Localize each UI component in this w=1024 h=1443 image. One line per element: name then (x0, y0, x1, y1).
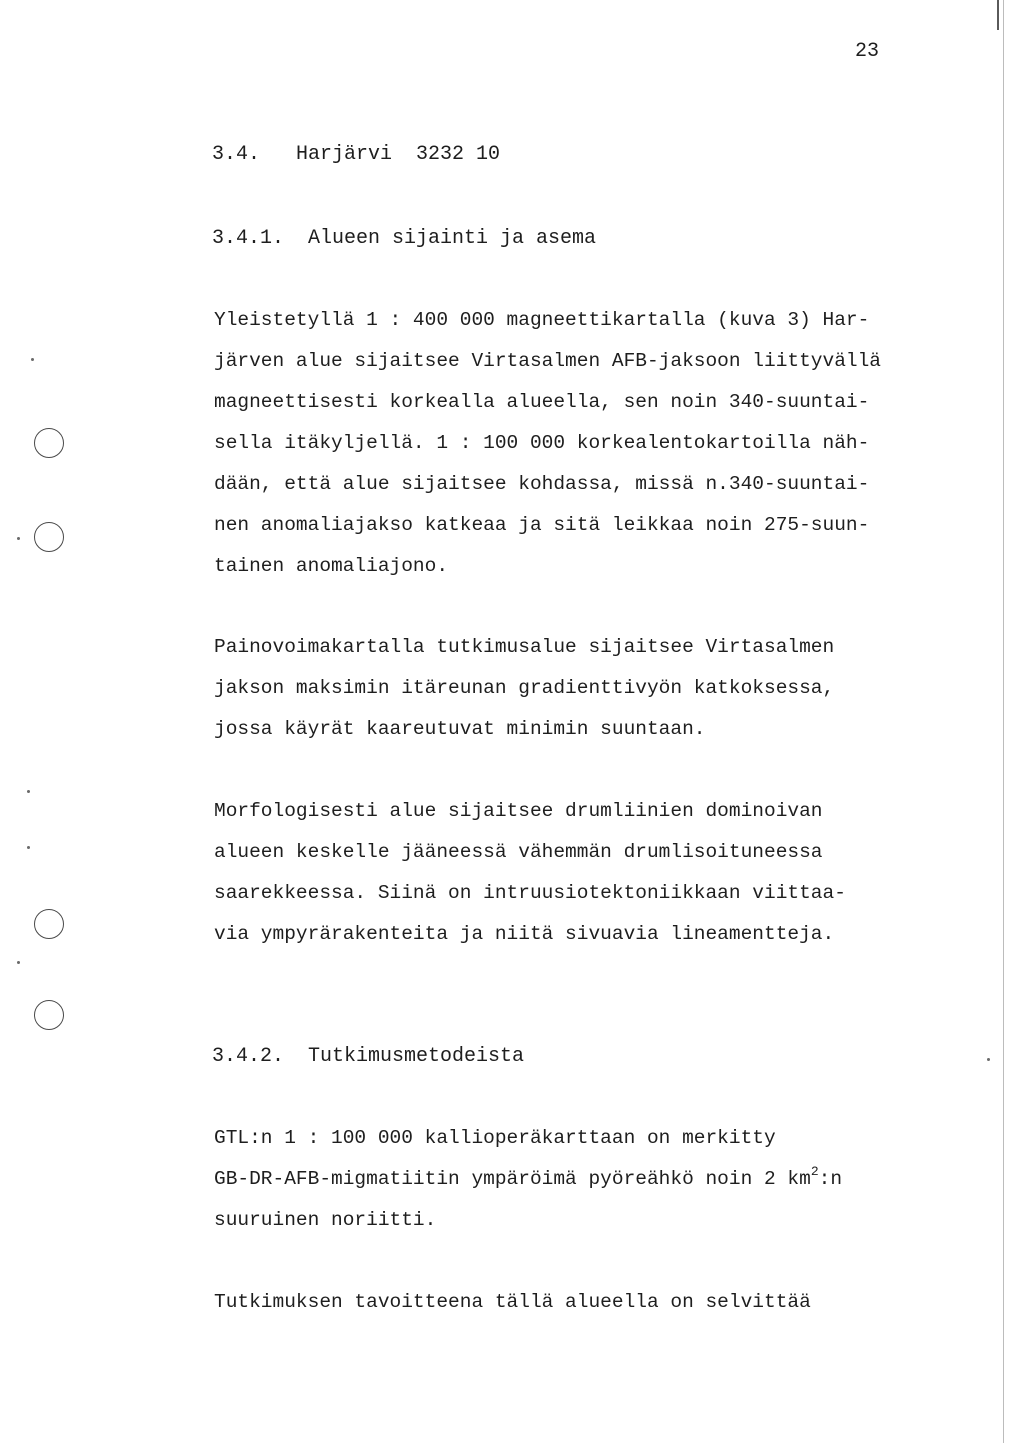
scan-edge-mark (997, 0, 999, 30)
text-line: jossa käyrät kaareutuvat minimin suuntaan. (214, 718, 706, 740)
superscript: 2 (810, 1164, 819, 1179)
text-line: sella itäkyljellä. 1 : 100 000 korkealentokartoilla näh- (214, 432, 870, 454)
text-line: nen anomaliajakso katkeaa ja sitä leikkaa noin 275-suun- (214, 514, 870, 536)
subsection-heading-location: 3.4.1. Alueen sijainti ja asema (212, 227, 597, 250)
scan-speck (17, 537, 20, 540)
paragraph-magnetic-map (214, 300, 914, 587)
text-line: tainen anomaliajono. (214, 555, 449, 577)
paragraph-bedrock-map (214, 1118, 914, 1241)
text-line: jakson maksimin itäreunan gradienttivyön katkoksessa, (214, 677, 835, 699)
scan-speck (27, 846, 30, 849)
text-fragment: GB-DR-AFB-migmatiitin ympäröimä pyöreähkö noin 2 km (214, 1168, 811, 1190)
paragraph-morphology (214, 791, 914, 955)
binder-hole-icon (34, 1000, 64, 1030)
text-line: Tutkimuksen tavoitteena tällä alueella on selvittää (214, 1291, 811, 1313)
text-line: järven alue sijaitsee Virtasalmen AFB-jaksoon liittyvällä (214, 350, 882, 372)
text-line: Painovoimakartalla tutkimusalue sijaitsee Virtasalmen (214, 636, 835, 658)
scan-edge-line (1003, 0, 1004, 1443)
text-line (214, 1159, 914, 1200)
paragraph-gravity-map (214, 627, 914, 750)
scan-speck (17, 961, 20, 964)
binder-hole-icon (34, 522, 64, 552)
text-line: alueen keskelle jääneessä vähemmän drumlisoituneessa (214, 841, 823, 863)
text-line: Yleistetyllä 1 : 400 000 magneettikartalla (kuva 3) Har- (214, 309, 870, 331)
binder-hole-icon (34, 428, 64, 458)
text-line: GTL:n 1 : 100 000 kallioperäkarttaan on merkitty (214, 1127, 776, 1149)
text-line: via ympyrärakenteita ja niitä sivuavia lineamentteja. (214, 923, 835, 945)
binder-hole-icon (34, 909, 64, 939)
text-line: saarekkeessa. Siinä on intruusiotektoniikkaan viittaa- (214, 882, 846, 904)
text-fragment: :n (818, 1168, 843, 1190)
paragraph-research-goal (214, 1282, 914, 1323)
page-number: 23 (855, 40, 880, 63)
scan-speck (987, 1058, 990, 1061)
text-line: Morfologisesti alue sijaitsee drumliinien dominoivan (214, 800, 823, 822)
section-heading: 3.4. Harjärvi 3232 10 (212, 143, 501, 166)
subsection-heading-methods: 3.4.2. Tutkimusmetodeista (212, 1045, 525, 1068)
scan-speck (27, 790, 30, 793)
text-line: magneettisesti korkealla alueella, sen noin 340-suuntai- (214, 391, 870, 413)
text-line: suuruinen noriitti. (214, 1209, 437, 1231)
scan-speck (31, 358, 34, 361)
text-line: dään, että alue sijaitsee kohdassa, missä n.340-suuntai- (214, 473, 870, 495)
